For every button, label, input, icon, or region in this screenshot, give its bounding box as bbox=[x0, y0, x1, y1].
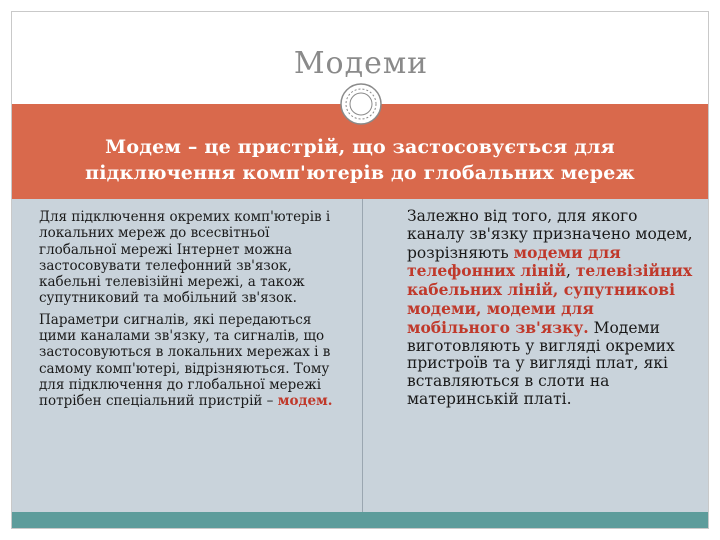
bottom-bar bbox=[12, 512, 708, 528]
right-intro: Залежно від того, для якого каналу зв'язку призначено модем, розрізняють bbox=[407, 207, 693, 262]
modem-highlight: модем. bbox=[277, 393, 333, 410]
highlight-other-modems: телевізійних кабельних ліній, супутникові модеми, модеми для мобільного зв'язку. bbox=[407, 261, 693, 337]
column-divider bbox=[362, 199, 363, 512]
highlight-phone-modems: модеми для телефонних ліній bbox=[407, 242, 621, 281]
left-column bbox=[39, 209, 349, 415]
right-separator: , bbox=[565, 262, 571, 281]
right-paragraph bbox=[407, 208, 697, 409]
right-column bbox=[407, 208, 697, 409]
left-paragraph-2-text: Параметри сигналів, які передаються цими каналами зв'язку, та сигналів, що застосовуються в локальних мережах і в самому комп'ютері, відрізняються. Тому для підключення до глобальної мережі потрібен спеціальний пристрій – bbox=[39, 311, 331, 410]
slide-subtitle: Модем – це пристрій, що застосовується для підключення комп'ютерів до глобальних мереж bbox=[85, 136, 635, 184]
slide-title: Модеми bbox=[293, 46, 429, 81]
right-outro: Модеми виготовляють у вигляді окремих пристроїв та у вигляді плат, які вставляються в слоти на материнській платі. bbox=[407, 318, 675, 408]
left-paragraph-2 bbox=[39, 312, 349, 410]
content-area bbox=[12, 199, 708, 512]
left-paragraph-1: Для підключення окремих комп'ютерів і локальних мереж до всесвітньої глобальної мережі Інтернет можна застосовувати телефонний зв'язок, кабельні телевізійні мережі, а також супутниковий та мобільний зв'язок. bbox=[39, 209, 331, 307]
circle-ornament-icon bbox=[339, 82, 383, 126]
slide bbox=[11, 11, 709, 529]
